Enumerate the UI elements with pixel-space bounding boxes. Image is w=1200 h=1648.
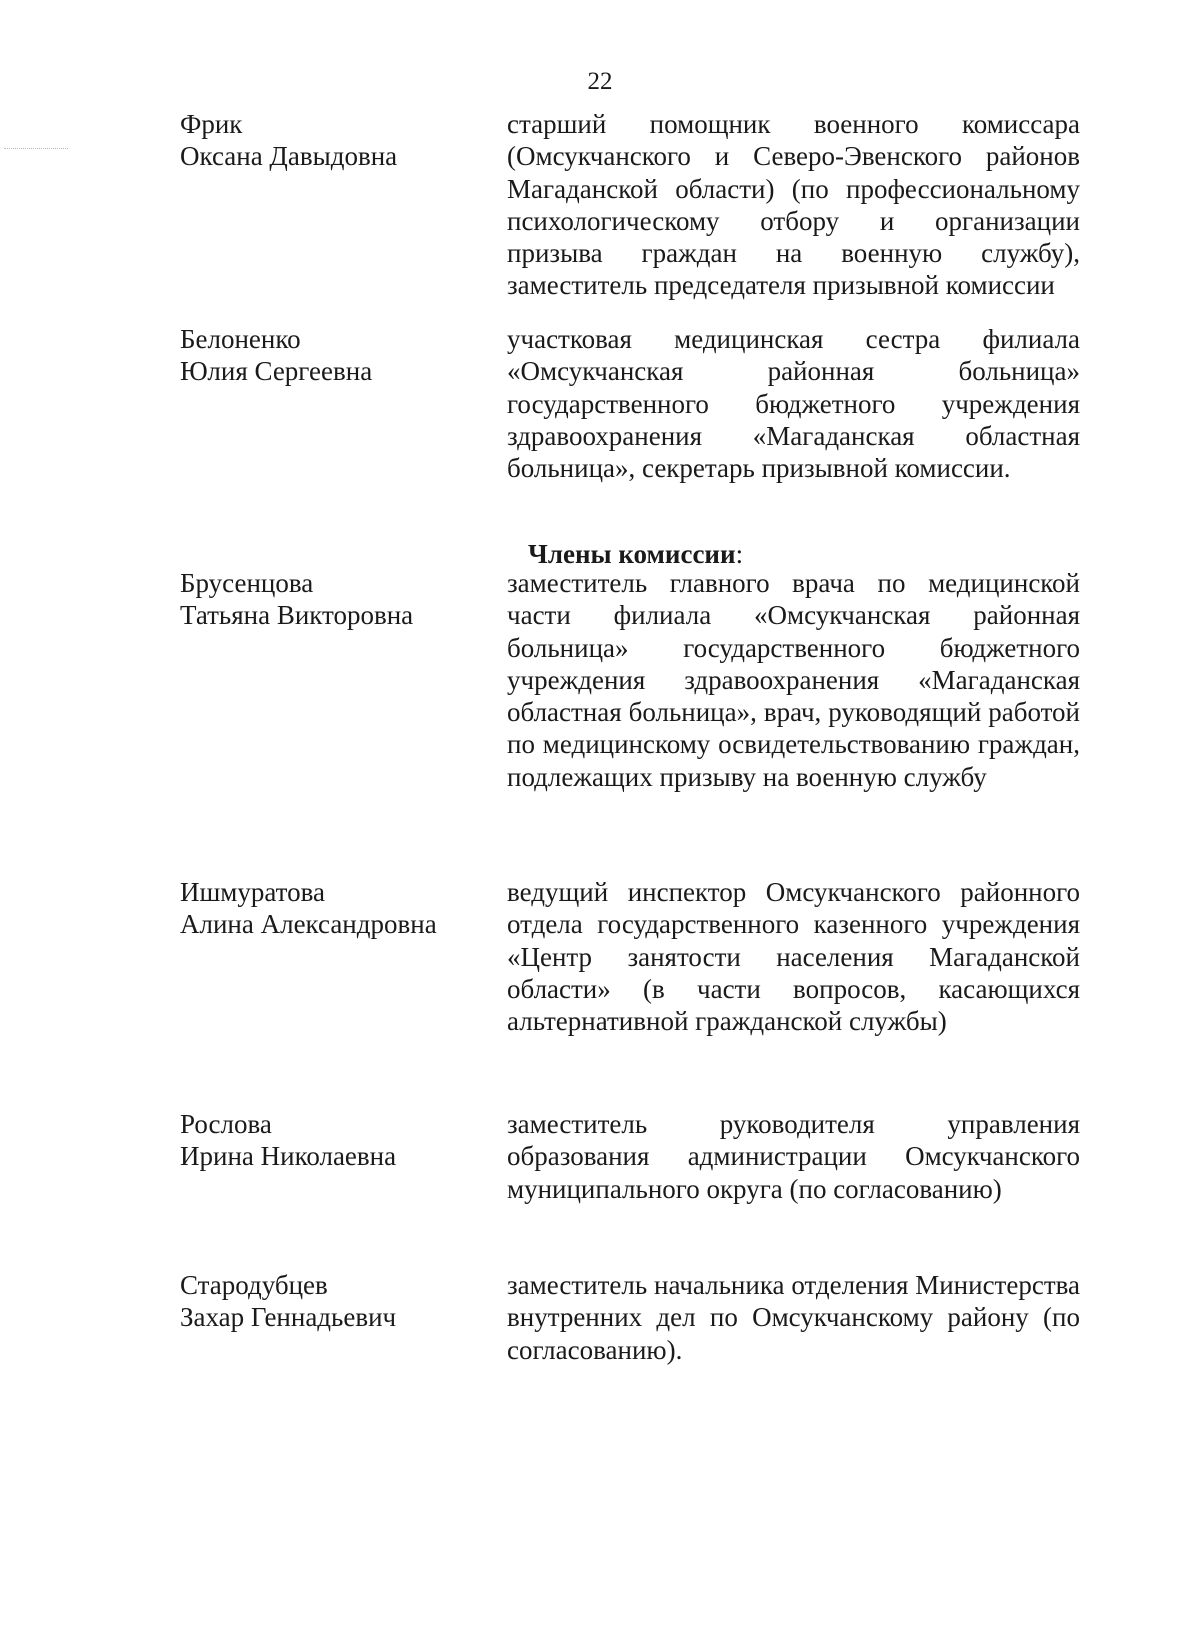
person-name	[180, 567, 480, 632]
person-name	[180, 876, 480, 941]
person-name	[180, 108, 480, 173]
section-heading-members	[528, 538, 743, 570]
person-surname: Брусенцова	[180, 568, 314, 598]
section-heading-colon: :	[735, 539, 744, 569]
person-given-names: Оксана Давыдовна	[180, 141, 398, 172]
person-role: старший помощник военного комиссара (Омсукчанского и Северо-Эвенского районов Магаданской области) (по профессиональному психологическому отбору и организации призыва граждан на военную службу), заместитель председателя призывной комиссии	[507, 109, 1080, 301]
person-role: участковая медицинская сестра филиала «Омсукчанская районная больница» государственного бюджетного учреждения здравоохранения «Магаданская областная больница», секретарь призывной комиссии.	[507, 324, 1080, 484]
person-given-names: Юлия Сергеевна	[180, 356, 373, 387]
person-name	[180, 1269, 480, 1334]
person-name	[180, 1108, 480, 1173]
person-given-names: Алина Александровна	[180, 909, 437, 940]
person-given-names: Ирина Николаевна	[180, 1141, 397, 1172]
person-surname: Стародубцев	[180, 1270, 328, 1300]
person-surname: Фрик	[180, 109, 243, 139]
person-surname: Ишмуратова	[180, 877, 325, 907]
person-role: заместитель главного врача по медицинской части филиала «Омсукчанская районная больница» государственного бюджетного учреждения здравоохранения «Магаданская областная больница», врач, руководящий работой по медицинскому освидетельствованию граждан, подлежащих призыву на военную службу	[507, 568, 1080, 792]
section-heading-text: Члены комиссии	[528, 539, 736, 569]
person-role: ведущий инспектор Омсукчанского районного отдела государственного казенного учреждения «Центр занятости населения Магаданской области» (в части вопросов, касающихся альтернативной гражданской службы)	[507, 877, 1080, 1037]
person-role: заместитель начальника отделения Министерства внутренних дел по Омсукчанскому району (по согласованию).	[507, 1270, 1080, 1365]
page-number: 22	[587, 68, 613, 95]
person-name	[180, 323, 480, 388]
person-surname: Белоненко	[180, 324, 301, 354]
person-surname: Рослова	[180, 1109, 272, 1139]
person-given-names: Захар Геннадьевич	[180, 1302, 397, 1333]
scan-margin-mark	[4, 148, 68, 149]
person-role: заместитель руководителя управления образования администрации Омсукчанского муниципального округа (по согласованию)	[507, 1109, 1080, 1204]
person-given-names: Татьяна Викторовна	[180, 600, 414, 631]
